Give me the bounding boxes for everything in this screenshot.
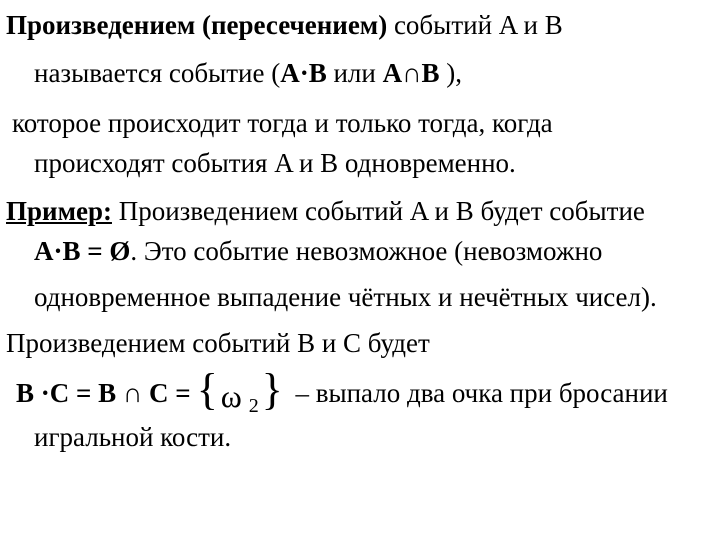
paragraph-2-line-1: которое происходит тогда и только тогда, когда [12,108,553,138]
formula-bc: B ·C = B ∩ C = [16,378,191,409]
formula-product: A·B [280,58,327,88]
example-text: Произведением событий A и B будет событие [111,196,645,226]
bc-description: – выпало два очка при бросании [288,378,668,409]
brace-close: } [261,365,283,414]
paragraph-4-line-2 [16,365,668,418]
definition-text: называется событие ( [34,58,281,88]
formula-empty-set: A·B = Ø [34,236,131,266]
example-label: Пример: [6,196,112,226]
paragraph-3-line-2 [34,238,602,265]
paragraph-4-line-3: игральной кости. [34,422,232,452]
paragraph-1-line-1 [6,12,563,39]
defined-term: Произведением (пересечением) [6,10,388,40]
paragraph-1-line-2 [34,60,462,87]
paragraph-4-line-1: Произведением событий B и C будет [6,328,430,358]
example-text: . Это событие невозможное (невозможно [130,236,603,266]
omega-symbol: ω [220,378,242,414]
omega-set [196,365,283,418]
formula-intersection: A∩B [382,58,440,88]
definition-text: событий A и B [387,10,563,40]
brace-open: { [196,365,218,414]
definition-text: ), [439,58,463,88]
omega-subscript: 2 [248,395,259,417]
paragraph-3-line-1 [6,198,645,225]
paragraph-3-line-3: одновременное выпадение чётных и нечётных чисел). [34,282,657,312]
paragraph-2-line-2: происходят события A и B одновременно. [34,148,516,178]
definition-text: или [326,58,383,88]
